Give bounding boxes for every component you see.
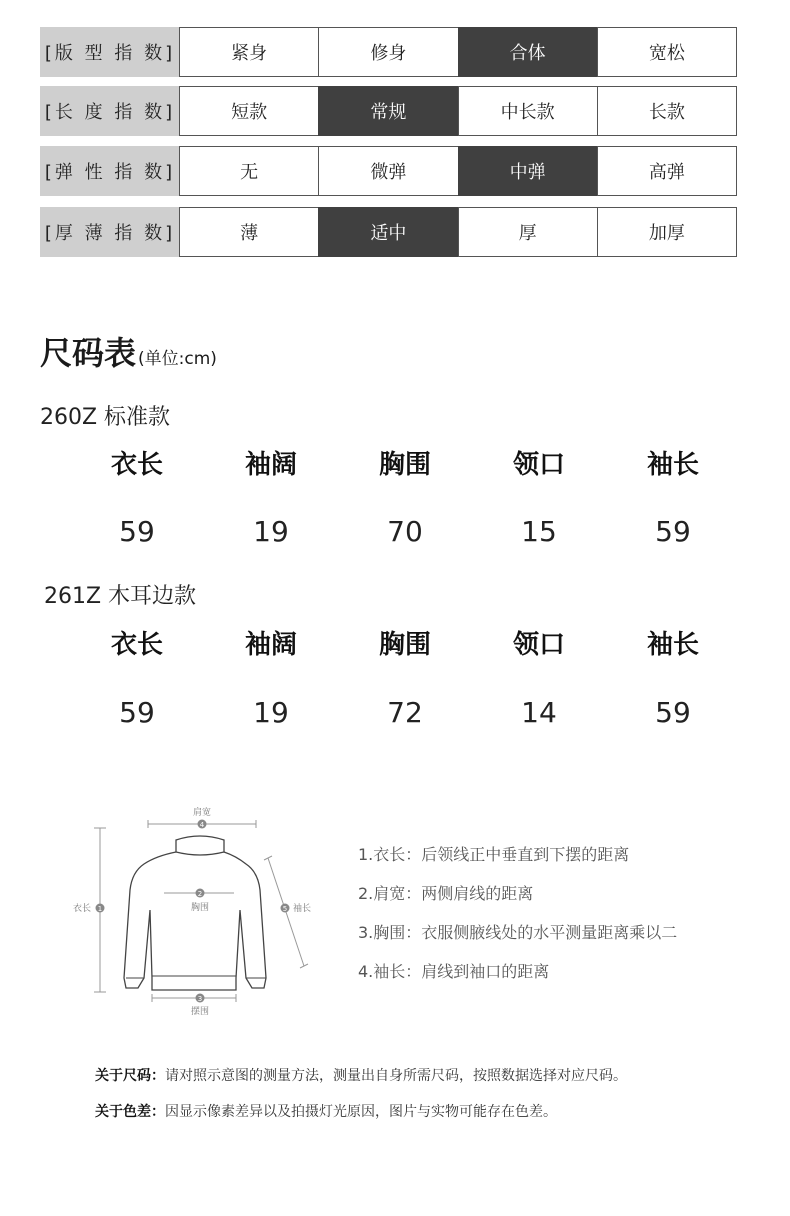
header-chest: 胸围 (378, 630, 431, 660)
footer-color-text: 因显示像素差异以及拍摄灯光原因，图片与实物可能存在色差。 (165, 1104, 557, 1120)
thickness-option-medium: 适中 (318, 207, 458, 257)
stretch-option-high: 高弹 (597, 146, 737, 196)
footer-color-note (95, 1101, 557, 1121)
header-sleeve-length: 袖长 (646, 450, 699, 480)
thickness-option-thin: 薄 (179, 207, 319, 257)
footer-size-text: 请对照示意图的测量方法，测量出自身所需尺码，按照数据选择对应尺码。 (165, 1068, 627, 1084)
header-neck: 领口 (512, 450, 565, 480)
fit-index-label: [版 型 指 数] (40, 27, 180, 77)
size-table-header (70, 444, 740, 481)
measurement-notes (358, 843, 677, 999)
thickness-option-thick: 厚 (458, 207, 598, 257)
header-sleeve-length: 袖长 (646, 630, 699, 660)
hem-number: 3 (197, 995, 203, 1003)
value-sleeve-length: 59 (655, 696, 691, 729)
fit-option-regular: 合体 (458, 27, 598, 77)
stretch-option-none: 无 (179, 146, 319, 196)
size-chart-unit: (单位:cm) (138, 349, 217, 369)
stretch-index-label: [弹 性 指 数] (40, 146, 180, 196)
chest-number: 2 (197, 890, 203, 898)
note-sleeve: 4.袖长：肩线到袖口的距离 (358, 962, 550, 981)
length-option-short: 短款 (179, 86, 319, 136)
length-number: 1 (97, 905, 103, 913)
size-table-header (70, 624, 740, 661)
fit-option-loose: 宽松 (597, 27, 737, 77)
shoulder-label: 肩宽 (192, 808, 212, 818)
stretch-index-row (40, 146, 737, 196)
footer-size-title: 关于尺码： (95, 1068, 165, 1084)
value-neck: 14 (521, 696, 557, 729)
header-length: 衣长 (110, 630, 163, 660)
value-length: 59 (119, 696, 155, 729)
hem-label: 摆围 (190, 1007, 210, 1017)
thickness-option-extra-thick: 加厚 (597, 207, 737, 257)
sweater-outline-icon (60, 800, 340, 1030)
size-chart-title-text: 尺码表 (40, 334, 137, 372)
sleeve-number: 5 (282, 905, 288, 913)
header-sleeve-width: 袖阔 (244, 450, 297, 480)
thickness-index-label: [厚 薄 指 数] (40, 207, 180, 257)
value-sleeve-width: 19 (253, 515, 289, 548)
note-chest: 3.胸围：衣服侧腋线处的水平测量距离乘以二 (358, 923, 678, 942)
fit-option-tight: 紧身 (179, 27, 319, 77)
footer-color-title: 关于色差： (95, 1104, 165, 1120)
stretch-option-slight: 微弹 (318, 146, 458, 196)
model-name-261z: 261Z 木耳边款 (44, 584, 197, 609)
size-chart-title (40, 328, 217, 374)
note-length: 1.衣长：后领线正中垂直到下摆的距离 (358, 845, 630, 864)
length-option-midlong: 中长款 (458, 86, 598, 136)
value-neck: 15 (521, 515, 557, 548)
fit-index-row (40, 27, 737, 77)
length-option-long: 长款 (597, 86, 737, 136)
table-row (70, 696, 740, 729)
value-length: 59 (119, 515, 155, 548)
model-name-260z: 260Z 标准款 (40, 405, 171, 430)
header-chest: 胸围 (378, 450, 431, 480)
stretch-option-medium: 中弹 (458, 146, 598, 196)
sleeve-label: 袖长 (293, 904, 312, 914)
shoulder-number: 4 (199, 821, 205, 829)
footer-size-note (95, 1065, 627, 1085)
header-length: 衣长 (110, 450, 163, 480)
measurement-diagram (60, 800, 340, 1030)
thickness-index-row (40, 207, 737, 257)
value-chest: 72 (387, 696, 423, 729)
header-neck: 领口 (512, 630, 565, 660)
table-row (70, 515, 740, 548)
value-sleeve-width: 19 (253, 696, 289, 729)
value-sleeve-length: 59 (655, 515, 691, 548)
length-option-regular: 常规 (318, 86, 458, 136)
header-sleeve-width: 袖阔 (244, 630, 297, 660)
fit-option-slim: 修身 (318, 27, 458, 77)
length-index-label: [长 度 指 数] (40, 86, 180, 136)
chest-label: 胸围 (190, 903, 210, 913)
length-index-row (40, 86, 737, 136)
note-shoulder: 2.肩宽：两侧肩线的距离 (358, 884, 534, 903)
value-chest: 70 (387, 515, 423, 548)
length-label: 衣长 (72, 904, 91, 914)
